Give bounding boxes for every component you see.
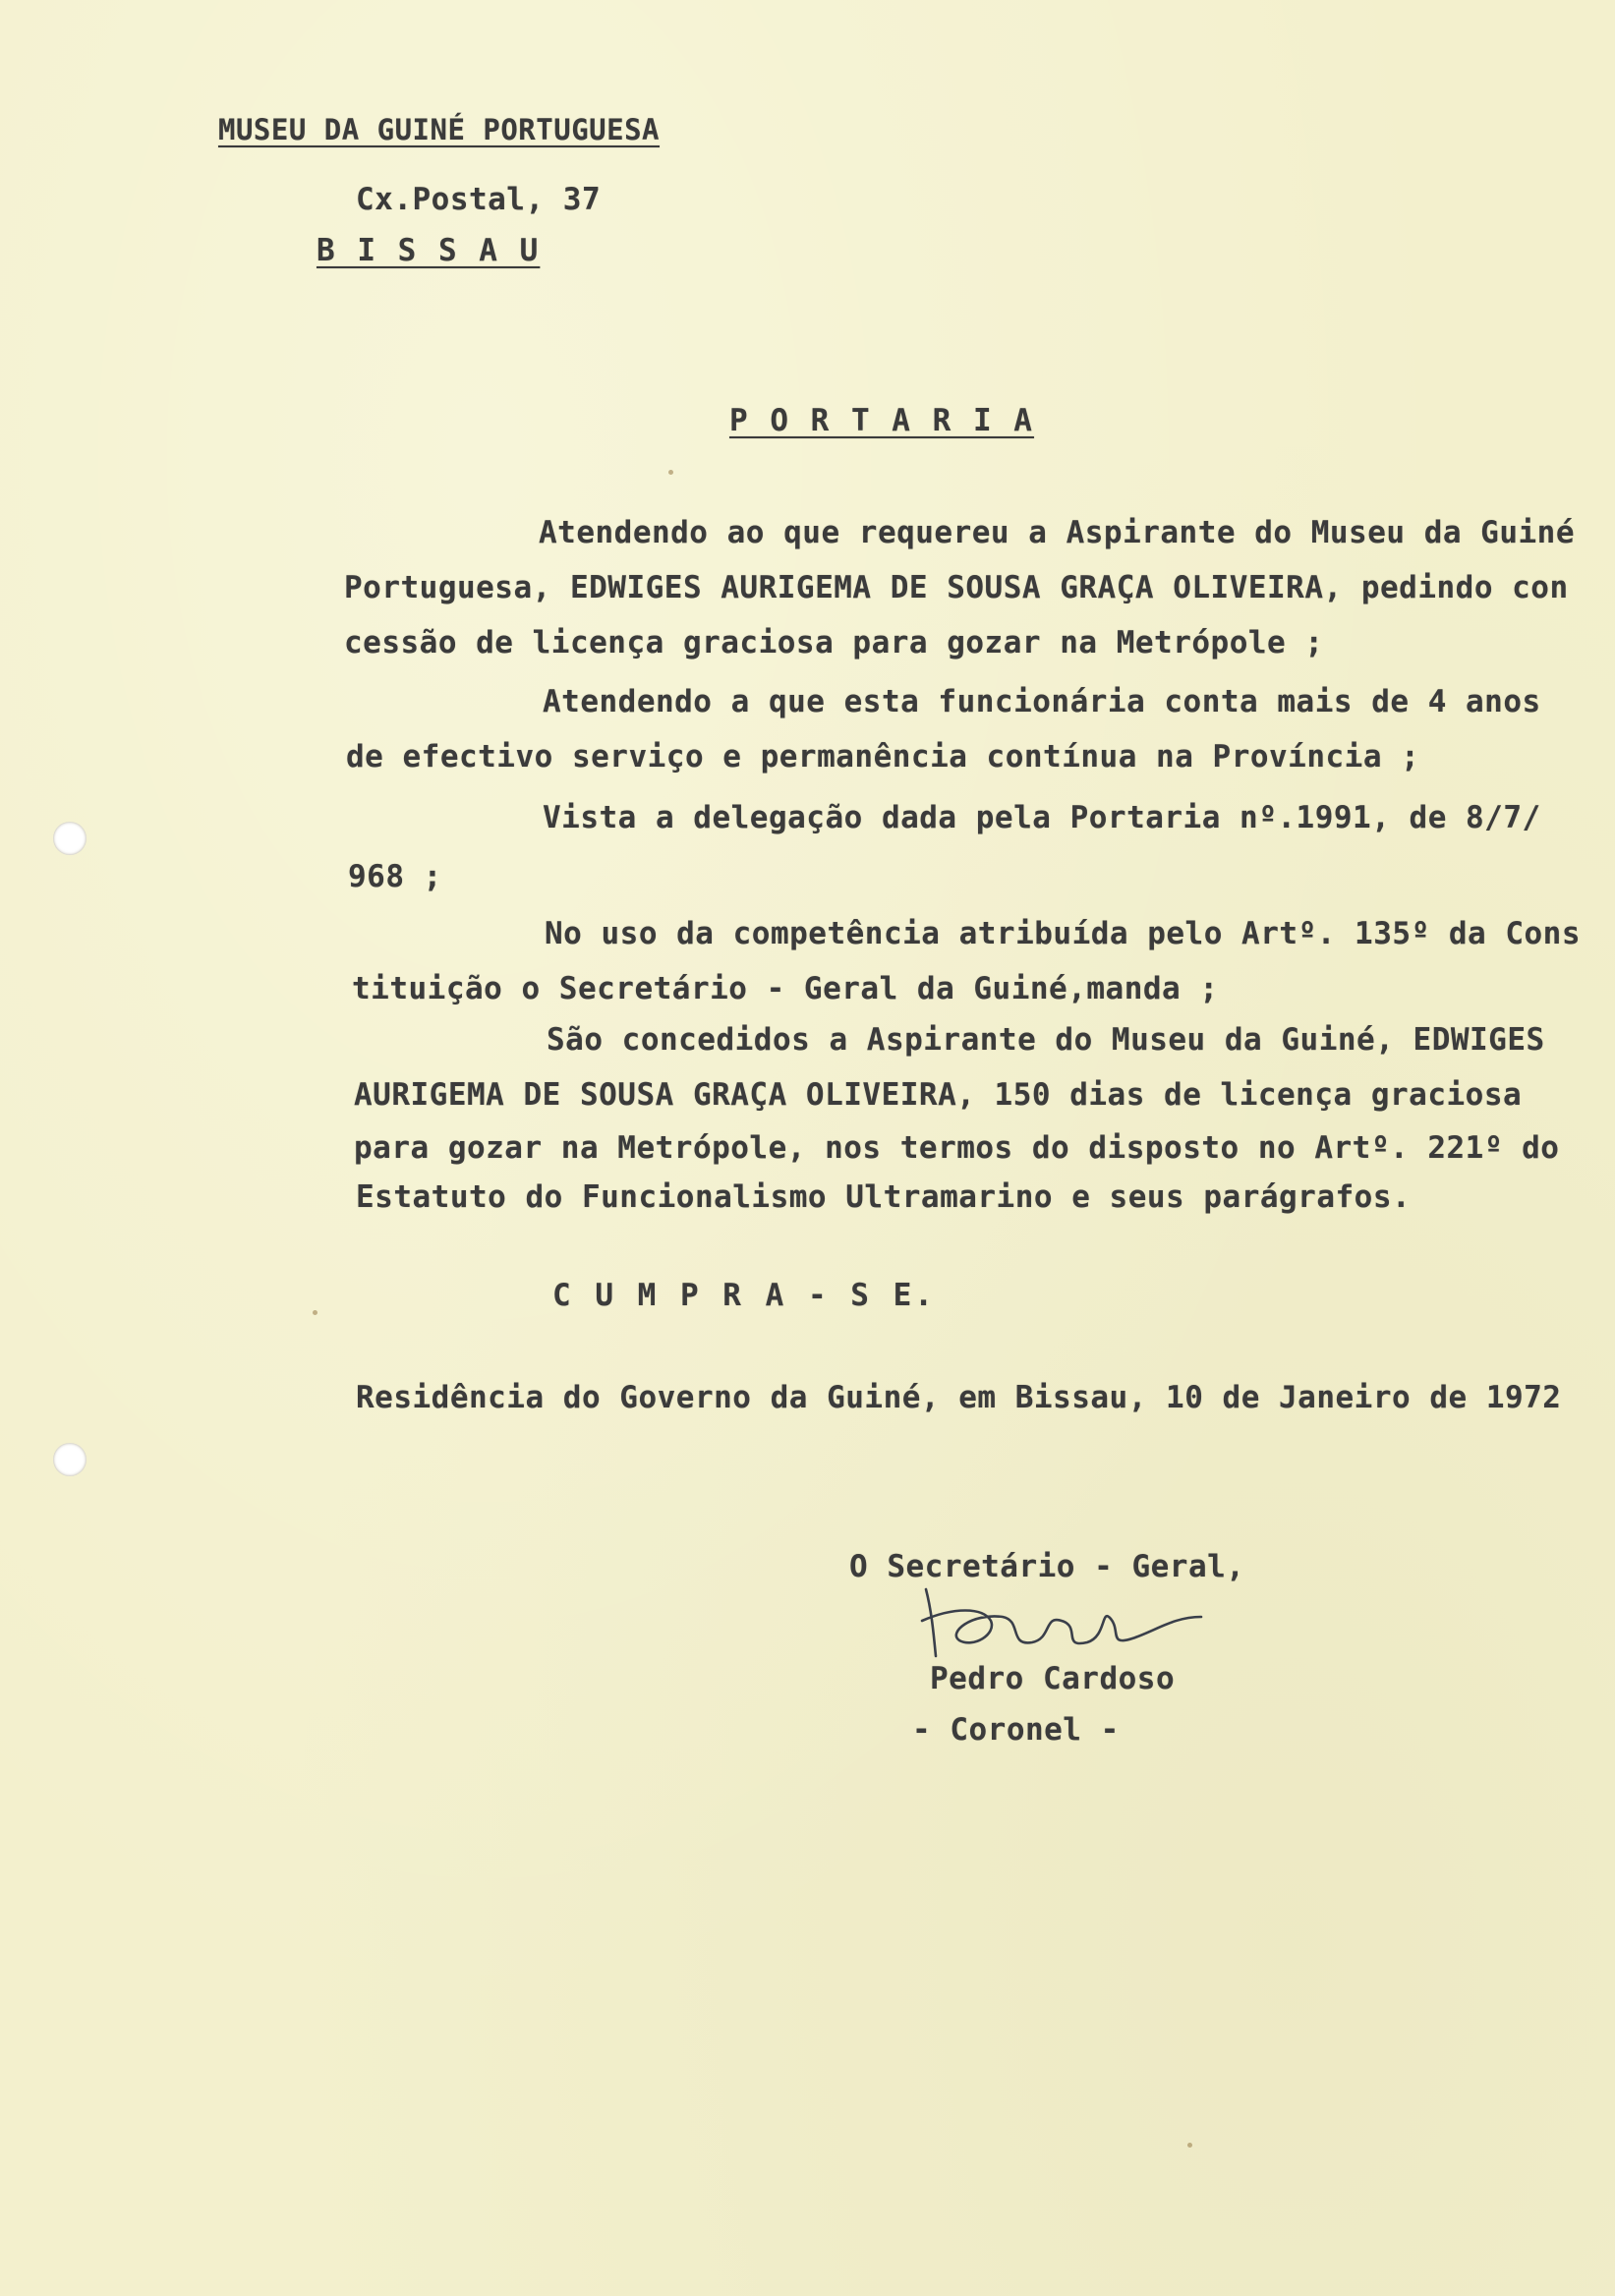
- body-line: para gozar na Metrópole, nos termos do disposto no Artº. 221º do: [354, 1130, 1560, 1166]
- body-line: cessão de licença graciosa para gozar na Metrópole ;: [344, 625, 1324, 660]
- body-line: Estatuto do Funcionalismo Ultramarino e seus parágrafos.: [356, 1179, 1412, 1215]
- signatory-role: O Secretário - Geral,: [849, 1549, 1245, 1584]
- punch-hole-top: [53, 822, 87, 855]
- signatory-rank: - Coronel -: [912, 1712, 1120, 1748]
- body-line: AURIGEMA DE SOUSA GRAÇA OLIVEIRA, 150 dias de licença graciosa: [354, 1077, 1523, 1113]
- body-line: Atendendo a que esta funcionária conta mais de 4 anos: [543, 684, 1541, 719]
- punch-hole-bottom: [53, 1443, 87, 1476]
- body-line: de efectivo serviço e permanência contínua na Província ;: [346, 739, 1420, 775]
- body-line: Atendendo ao que requereu a Aspirante do Museu da Guiné: [539, 515, 1575, 550]
- body-line: Portuguesa, EDWIGES AURIGEMA DE SOUSA GRAÇA OLIVEIRA, pedindo con: [344, 570, 1569, 605]
- closing-formula: C U M P R A - S E.: [552, 1278, 936, 1313]
- paper-speck: [1187, 2143, 1192, 2148]
- body-line: Vista a delegação dada pela Portaria nº.1991, de 8/7/: [543, 800, 1541, 835]
- body-line: tituição o Secretário - Geral da Guiné,manda ;: [352, 971, 1219, 1006]
- postal-box: Cx.Postal, 37: [356, 182, 602, 217]
- body-line: No uso da competência atribuída pelo Artº. 135º da Cons: [545, 916, 1581, 951]
- paper-speck: [313, 1310, 317, 1315]
- body-line: 968 ;: [348, 859, 442, 894]
- paper-speck: [668, 470, 673, 475]
- institution-name: MUSEU DA GUINÉ PORTUGUESA: [218, 113, 660, 146]
- handwritten-signature: [914, 1578, 1209, 1666]
- document-title: P O R T A R I A: [729, 403, 1034, 438]
- signatory-name: Pedro Cardoso: [930, 1661, 1176, 1696]
- city-name: B I S S A U: [317, 233, 541, 268]
- body-line: São concedidos a Aspirante do Museu da Guiné, EDWIGES: [547, 1022, 1545, 1058]
- place-and-date: Residência do Governo da Guiné, em Bissau, 10 de Janeiro de 1972: [356, 1380, 1562, 1415]
